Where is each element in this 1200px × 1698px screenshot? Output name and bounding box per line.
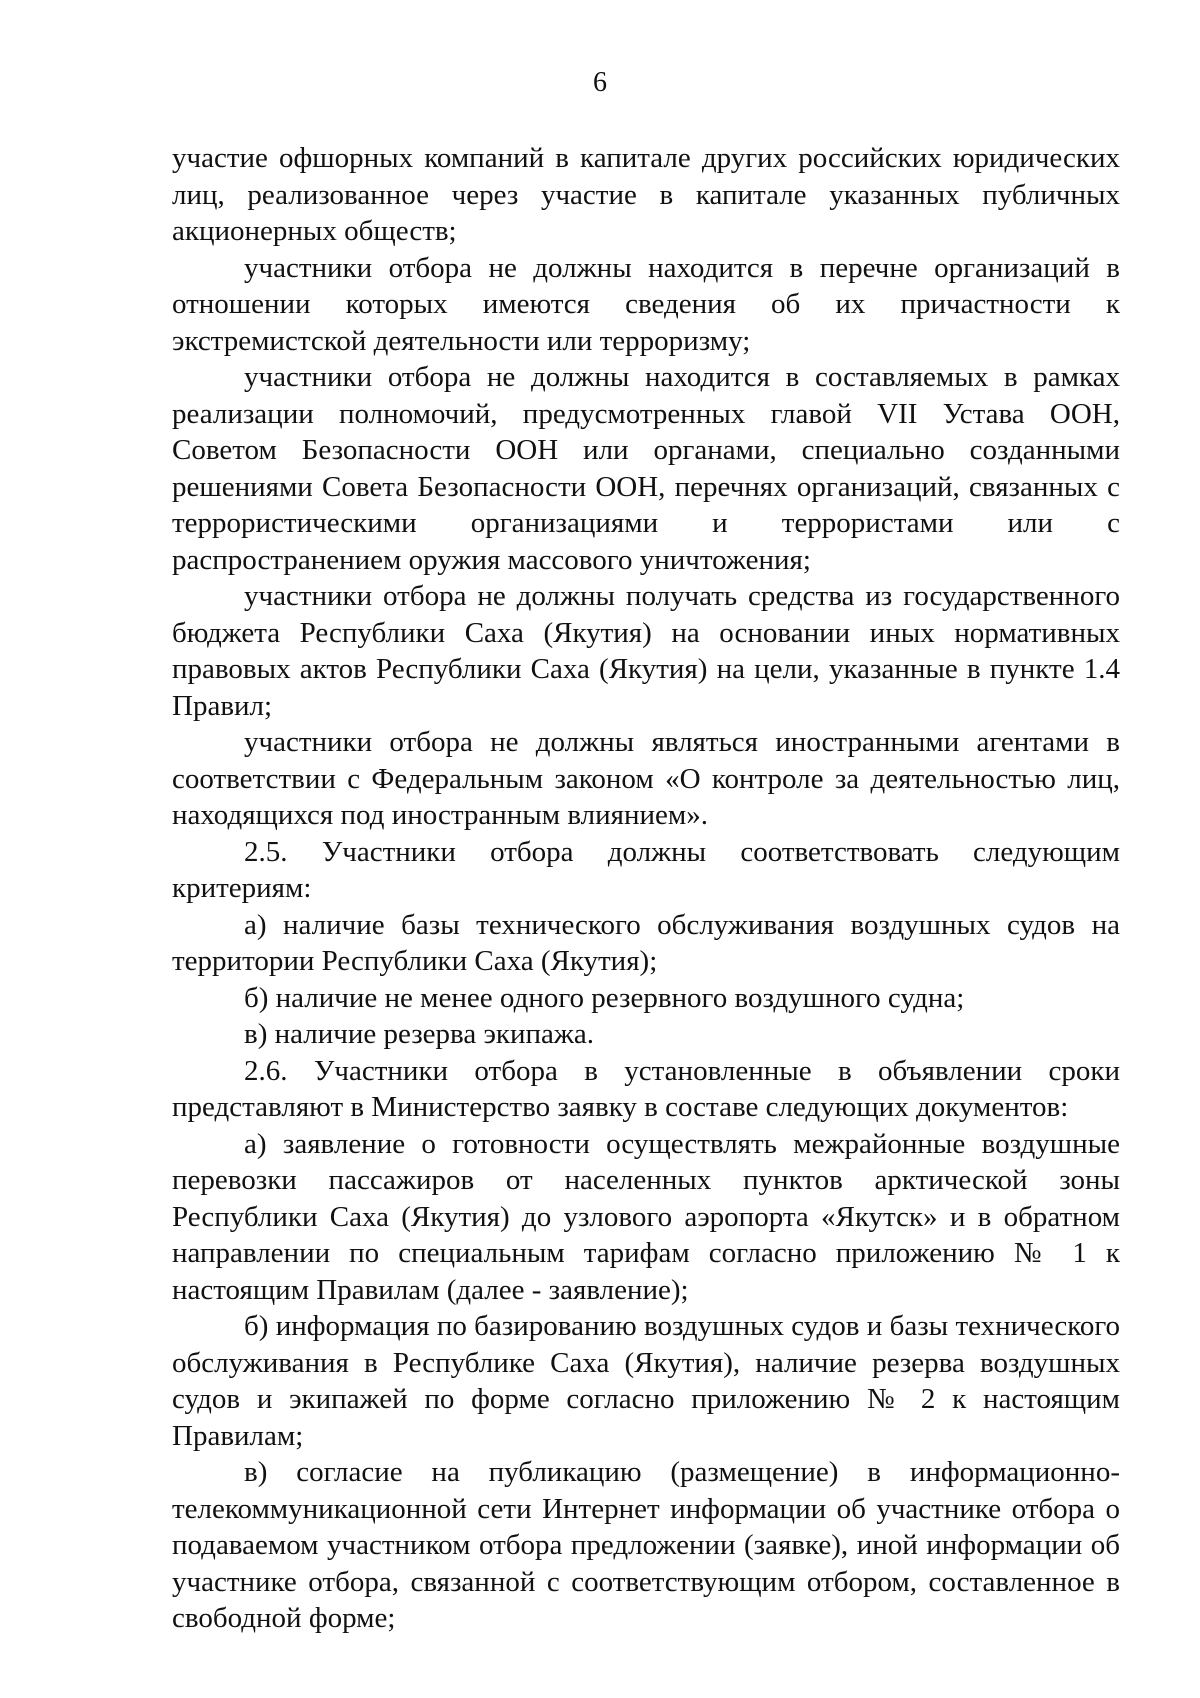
paragraph-un-security-council-list: участники отбора не должны находится в составляемых в рамках реализации полномочий, предусмотренных главой VII Устава ООН, Советом Безопасности ООН или органами, специально созданными решениями Совета Безопасности ООН, перечнях организаций, связанных с террористическими организациями и террористами или с распространением оружия массового уничтожения; xyxy=(172,361,1120,576)
paragraph-budget-funds: участники отбора не должны получать средства из государственного бюджета Республики Саха (Якутия) на основании иных нормативных правовых актов Республики Саха (Якутия) на цели, указанные в пункте 1.4 Правил; xyxy=(172,580,1120,722)
paragraph-offshore-participation: участие офшорных компаний в капитале других российских юридических лиц, реализованное через участие в капитале указанных публичных акционерных обществ; xyxy=(172,142,1120,247)
paragraph-documents-a: а) заявление о готовности осуществлять межрайонные воздушные перевозки пассажиров от населенных пунктов арктической зоны Республики Саха (Якутия) до узлового аэропорта «Якутск» и в обратном направлении по специальным тарифам согласно приложению № 1 к настоящим Правилам (далее - заявление); xyxy=(172,1127,1120,1306)
paragraph-documents-b: б) информация по базированию воздушных судов и базы технического обслуживания в Республике Саха (Якутия), наличие резерва воздушных судов и экипажей по форме согласно приложению № 2 к настоящим Правилам; xyxy=(172,1310,1120,1452)
paragraph-2-6-documents: 2.6. Участники отбора в установленные в объявлении сроки представляют в Министерство заявку в составе следующих документов: xyxy=(172,1054,1120,1123)
paragraph-criteria-c: в) наличие резерва экипажа. xyxy=(244,1018,595,1050)
page-number: 6 xyxy=(593,67,607,98)
paragraph-extremism-list: участники отбора не должны находится в перечне организаций в отношении которых имеются сведения об их причастности к экстремистской деятельности или терроризму; xyxy=(172,251,1120,357)
paragraph-foreign-agents: участники отбора не должны являться иностранными агентами в соответствии с Федеральным законом «О контроле за деятельностью лиц, находящихся под иностранным влиянием». xyxy=(172,726,1120,831)
paragraph-2-5-criteria: 2.5. Участники отбора должны соответствовать следующим критериям: xyxy=(172,835,1120,904)
paragraph-criteria-b: б) наличие не менее одного резервного воздушного судна; xyxy=(244,981,965,1014)
document-body xyxy=(172,140,1120,1637)
paragraph-documents-c: в) согласие на публикацию (размещение) в информационно-телекоммуникационной сети Интернет информации об участнике отбора о подаваемом участником отбора предложении (заявке), иной информации об участнике отбора, связанной с соответствующим отбором, составленное в свободной форме; xyxy=(172,1456,1120,1634)
paragraph-criteria-a: а) наличие базы технического обслуживания воздушных судов на территории Республики Саха (Якутия); xyxy=(172,908,1120,977)
